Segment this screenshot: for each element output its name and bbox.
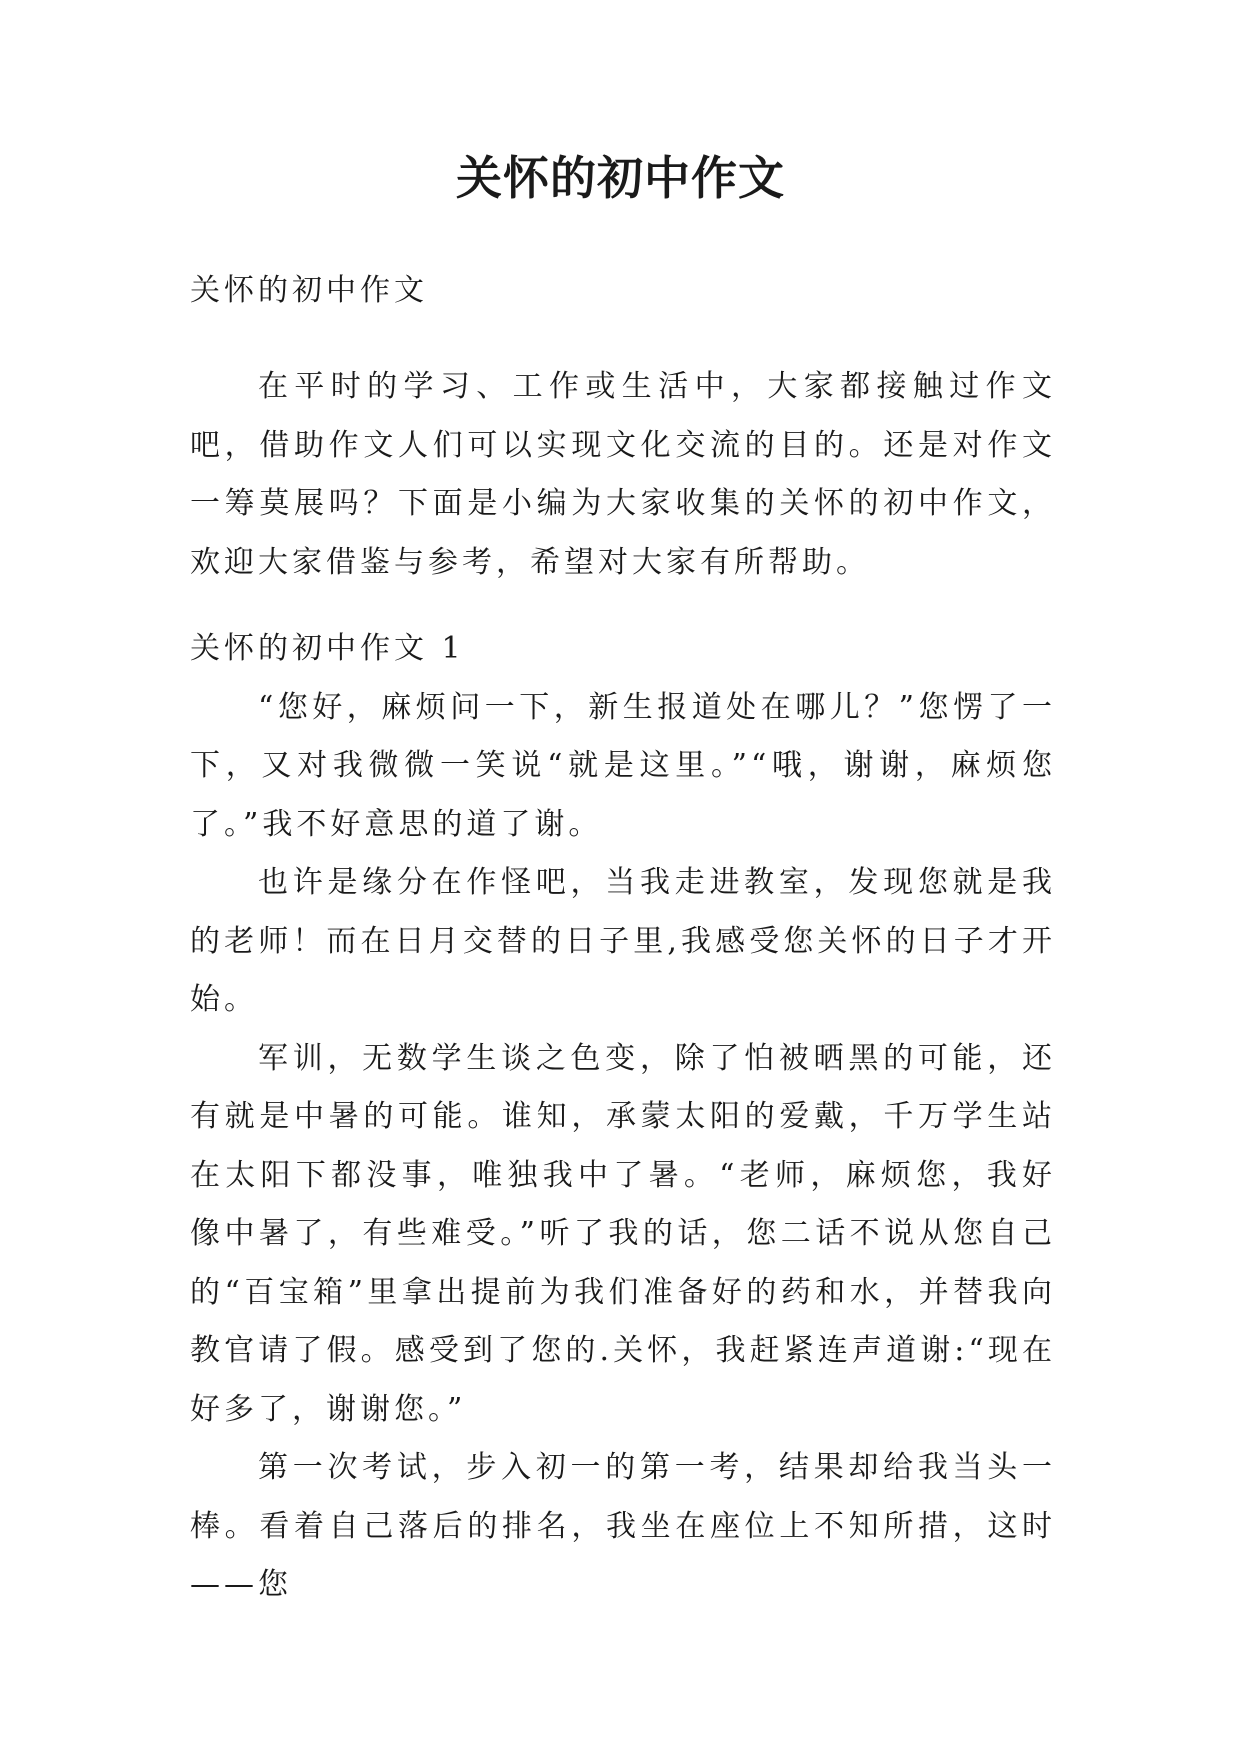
body-paragraph-2: 也许是缘分在作怪吧，当我走进教室，发现您就是我的老师！而在日月交替的日子里,我感受您关怀的日子才开始。: [190, 865, 1056, 1017]
subtitle-block: [190, 262, 1056, 321]
document-subtitle: 关怀的初中作文: [190, 273, 428, 308]
section-heading: 关怀的初中作文 1: [190, 631, 465, 666]
intro-block: [190, 358, 1056, 592]
intro-paragraph: 在平时的学习、工作或生活中，大家都接触过作文吧，借助作文人们可以实现文化交流的目的。还是对作文一筹莫展吗？下面是小编为大家收集的关怀的初中作文，欢迎大家借鉴与参考，希望对大家有所帮助。: [190, 369, 1056, 580]
body-paragraph-3: 军训，无数学生谈之色变，除了怕被晒黑的可能，还有就是中暑的可能。谁知，承蒙太阳的爱戴，千万学生站在太阳下都没事，唯独我中了暑。“老师，麻烦您，我好像中暑了，有些难受。”听了我的话，您二话不说从您自己的“百宝箱”里拿出提前为我们准备好的药和水，并替我向教官请了假。感受到了您的.关怀，我赶紧连声道谢:“现在好多了，谢谢您。”: [190, 1040, 1056, 1427]
body-paragraph-4: 第一次考试，步入初一的第一考，结果却给我当头一棒。看着自己落后的排名，我坐在座位上不知所措，这时——您: [190, 1450, 1056, 1602]
document-title: 关怀的初中作文: [456, 151, 785, 205]
essay-body: [190, 620, 1056, 1615]
body-paragraph-1: “您好，麻烦问一下，新生报道处在哪儿？”您愣了一下，又对我微微一笑说“就是这里。”“哦，谢谢，麻烦您了。”我不好意思的道了谢。: [190, 689, 1056, 842]
